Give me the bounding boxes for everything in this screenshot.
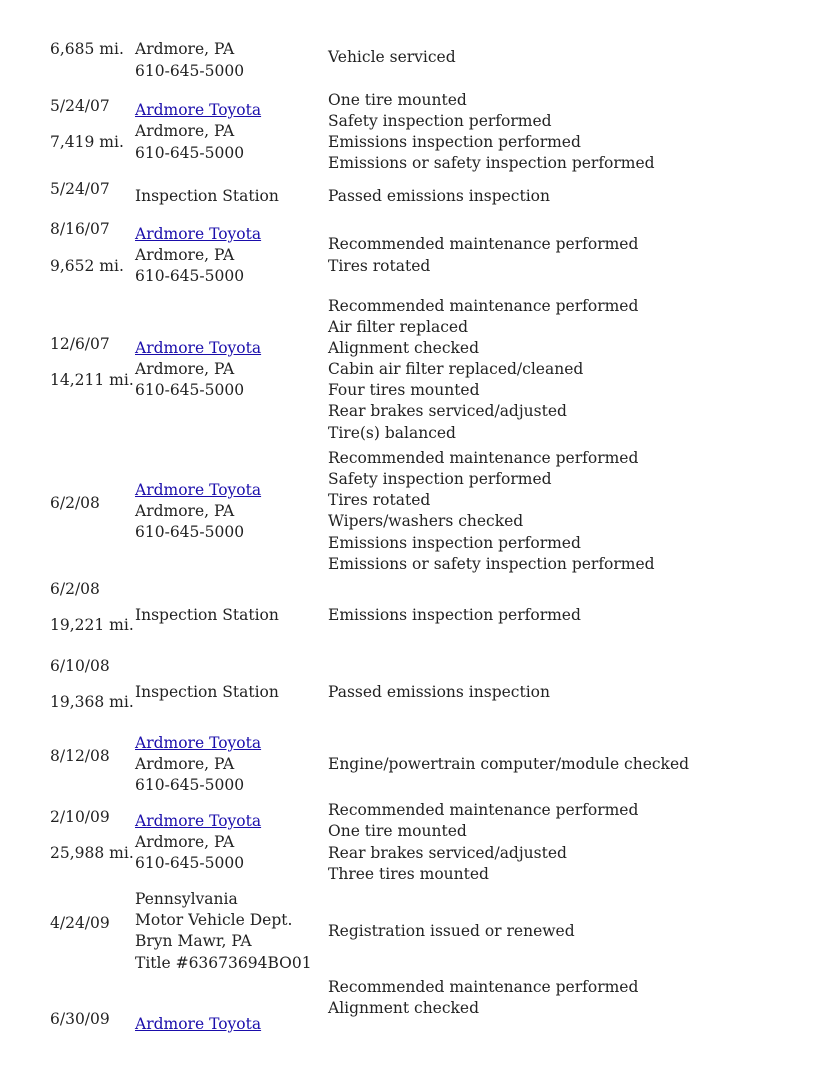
source-line: Ardmore, PA (135, 40, 235, 58)
detail-line: Passed emissions inspection (328, 187, 550, 205)
dealer-link[interactable]: Ardmore Toyota (135, 225, 262, 243)
source-line: 610-645-5000 (135, 776, 245, 794)
detail-line: Vehicle serviced (328, 48, 456, 66)
source-line: Ardmore, PA (135, 833, 235, 851)
detail-line: Cabin air filter replaced/cleaned (328, 360, 584, 378)
record-mileage: 25,988 mi. (50, 844, 134, 862)
record-date: 5/24/07 (50, 180, 110, 198)
source-line: Ardmore, PA (135, 246, 235, 264)
record-date: 8/16/07 (50, 220, 110, 238)
record-date: 4/24/09 (50, 914, 110, 932)
detail-line: Air filter replaced (328, 318, 468, 336)
detail-line: Recommended maintenance performed (328, 235, 639, 253)
record-mileage: 19,368 mi. (50, 693, 134, 711)
detail-line: Recommended maintenance performed (328, 801, 639, 819)
source-line: Ardmore, PA (135, 360, 235, 378)
detail-line: Alignment checked (328, 339, 480, 357)
source-line: 610-645-5000 (135, 144, 245, 162)
detail-line: Emissions or safety inspection performed (328, 154, 655, 172)
record-mileage: 7,419 mi. (50, 133, 124, 151)
record-date: 12/6/07 (50, 335, 110, 353)
record-mileage: 9,652 mi. (50, 257, 124, 275)
detail-line: Safety inspection performed (328, 112, 552, 130)
source-line: Motor Vehicle Dept. (135, 911, 293, 929)
detail-line: Four tires mounted (328, 381, 480, 399)
record-mileage: 14,211 mi. (50, 371, 134, 389)
source-line: 610-645-5000 (135, 854, 245, 872)
detail-line: Recommended maintenance performed (328, 449, 639, 467)
detail-line: One tire mounted (328, 91, 467, 109)
detail-line: Registration issued or renewed (328, 922, 575, 940)
dealer-link[interactable]: Ardmore Toyota (135, 734, 262, 752)
detail-line: Rear brakes serviced/adjusted (328, 402, 567, 420)
detail-line: Engine/powertrain computer/module checked (328, 755, 690, 773)
source-line: 610-645-5000 (135, 267, 245, 285)
source-line: Inspection Station (135, 187, 279, 205)
dealer-link[interactable]: Ardmore Toyota (135, 1015, 262, 1033)
record-date: 6/30/09 (50, 1010, 110, 1028)
source-line: Inspection Station (135, 683, 279, 701)
detail-line: Tires rotated (328, 257, 431, 275)
source-line: 610-645-5000 (135, 523, 245, 541)
detail-line: Wipers/washers checked (328, 512, 524, 530)
detail-line: Three tires mounted (328, 865, 489, 883)
record-date: 8/12/08 (50, 747, 110, 765)
detail-line: Rear brakes serviced/adjusted (328, 844, 567, 862)
record-date: 2/10/09 (50, 808, 110, 826)
detail-line: Passed emissions inspection (328, 683, 550, 701)
dealer-link[interactable]: Ardmore Toyota (135, 812, 262, 830)
record-date: 5/24/07 (50, 97, 110, 115)
detail-line: Emissions inspection performed (328, 606, 581, 624)
detail-line: One tire mounted (328, 822, 467, 840)
source-line: 610-645-5000 (135, 381, 245, 399)
record-mileage: 19,221 mi. (50, 616, 134, 634)
detail-line: Tire(s) balanced (328, 424, 456, 442)
source-line: Ardmore, PA (135, 755, 235, 773)
record-date: 6/2/08 (50, 494, 100, 512)
detail-line: Tires rotated (328, 491, 431, 509)
detail-line: Safety inspection performed (328, 470, 552, 488)
source-line: Pennsylvania (135, 890, 238, 908)
dealer-link[interactable]: Ardmore Toyota (135, 101, 262, 119)
detail-line: Emissions inspection performed (328, 534, 581, 552)
record-date: 6/10/08 (50, 657, 110, 675)
record-date: 6/2/08 (50, 580, 100, 598)
source-line: Ardmore, PA (135, 122, 235, 140)
source-line: Inspection Station (135, 606, 279, 624)
detail-line: Emissions or safety inspection performed (328, 555, 655, 573)
detail-line: Recommended maintenance performed (328, 297, 639, 315)
dealer-link[interactable]: Ardmore Toyota (135, 339, 262, 357)
detail-line: Alignment checked (328, 999, 480, 1017)
dealer-link[interactable]: Ardmore Toyota (135, 481, 262, 499)
source-line: 610-645-5000 (135, 62, 245, 80)
record-mileage: 6,685 mi. (50, 40, 124, 58)
detail-line: Recommended maintenance performed (328, 978, 639, 996)
source-line: Title #63673694BO01 (135, 954, 312, 972)
source-line: Bryn Mawr, PA (135, 932, 252, 950)
source-line: Ardmore, PA (135, 502, 235, 520)
detail-line: Emissions inspection performed (328, 133, 581, 151)
